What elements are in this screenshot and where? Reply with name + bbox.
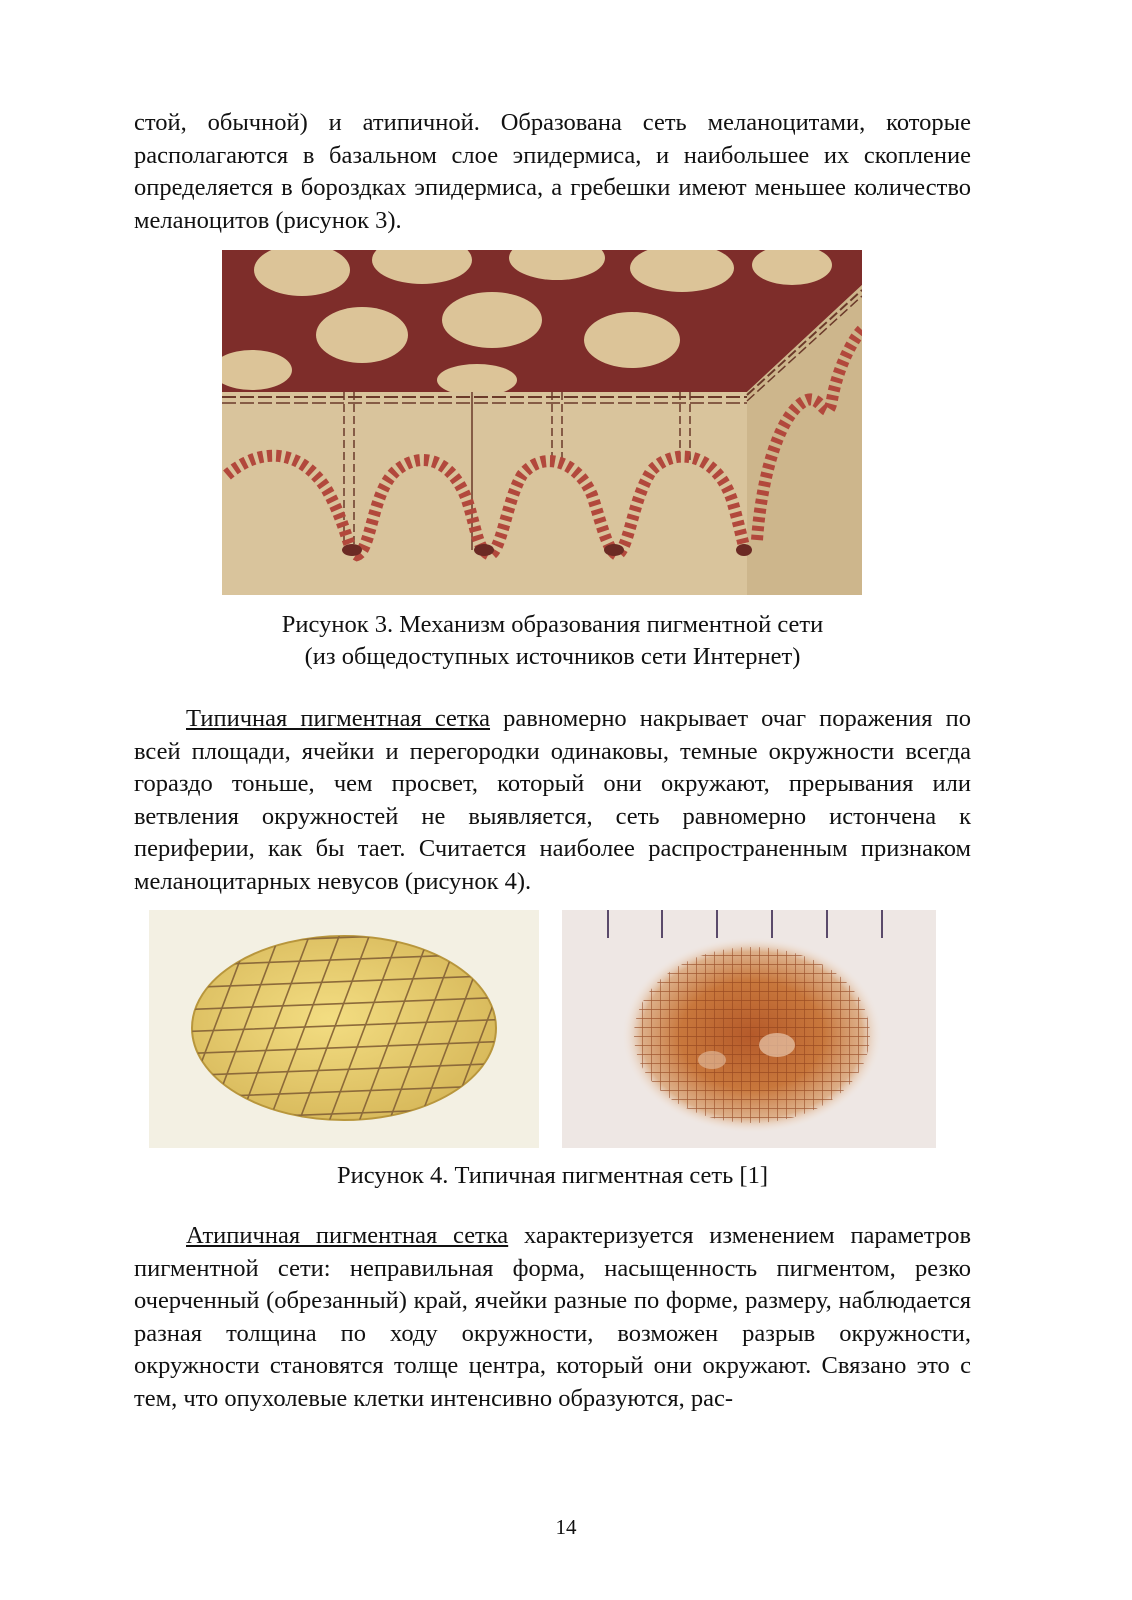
paragraph-3-text: характеризуется изменением параметров пигментной сети: неправильная форма, насыщенность пигментом, резко очерченный (обрезанный) край, ячейки разные по форме, размеру, наблюдается разная толщина по ходу окружности, возможен разрыв окружности, окружности становятся толще центра, который они окружают. Связано это с тем, что опухолевые клетки интенсивно образуются, рас- <box>134 1222 972 1412</box>
figure-4-schematic <box>149 910 539 1148</box>
figure-3-illustration <box>222 250 862 595</box>
figure-4-dermoscopy-photo <box>562 910 936 1148</box>
term-atypical-network: Атипичная пигментная сетка <box>186 1222 509 1249</box>
page-number: 14 <box>555 1515 577 1539</box>
paragraph-3 <box>134 1220 971 1416</box>
figure-3-caption-line-2: (из общедоступных источников сети Интернет) <box>304 643 801 670</box>
figure-4-caption: Рисунок 4. Типичная пигментная сеть [1] <box>337 1162 768 1189</box>
paragraph-1: стой, обычной) и атипичной. Образована сеть меланоцитами, которые располагаются в базальном слое эпидермиса, и наибольшее их скопление определяется в бороздках эпидермиса, а гребешки имеют меньшее количество меланоцитов (рисунок 3). <box>134 109 971 234</box>
paragraph-2-text: равномерно накрывает очаг поражения по всей площади, ячейки и перегородки одинаковы, темные окружности всегда гораздо тоньше, чем просвет, который они окружают, прерывания или ветвления окружностей не выявляется, сеть равномерно истончена к периферии, как бы тает. Считается наиболее распространенным признаком меланоцитарных невусов (рисунок 4). <box>134 705 972 895</box>
term-typical-network: Типичная пигментная сетка <box>186 705 491 732</box>
paragraph-2 <box>134 703 971 899</box>
figure-3-caption-line-1: Рисунок 3. Механизм образования пигментной сети <box>281 611 824 638</box>
